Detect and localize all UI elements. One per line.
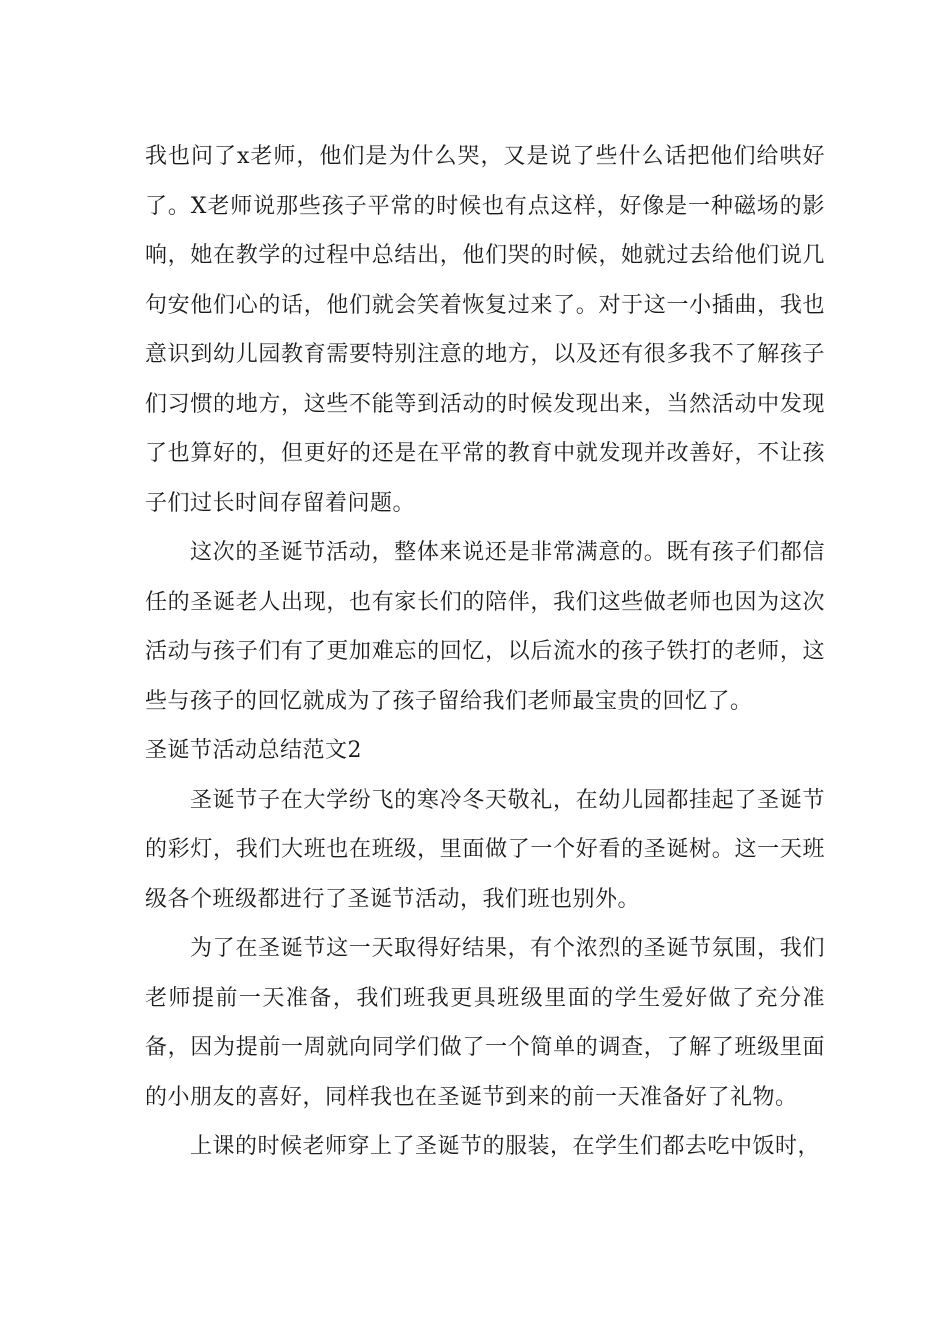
body-paragraph: 为了在圣诞节这一天取得好结果，有个浓烈的圣诞节氛围，我们老师提前一天准备，我们班我更具班级里面的学生爱好做了充分准备，因为提前一周就向同学们做了一个简单的调查，了解了班级里面的小朋友的喜好，同样我也在圣诞节到来的前一天准备好了礼物。 (145, 936, 825, 1110)
body-paragraph: 圣诞节子在大学纷飞的寒冷冬天敬礼，在幼儿园都挂起了圣诞节的彩灯，我们大班也在班级，里面做了一个好看的圣诞树。这一天班级各个班级都进行了圣诞节活动，我们班也别外。 (145, 787, 825, 912)
section-heading: 圣诞节活动总结范文2 (145, 738, 362, 763)
body-paragraph: 上课的时候老师穿上了圣诞节的服装，在学生们都去吃中饭时， (190, 1134, 821, 1159)
body-paragraph: 这次的圣诞节活动，整体来说还是非常满意的。既有孩子们都信任的圣诞老人出现，也有家长们的陪伴，我们这些做老师也因为这次活动与孩子们有了更加难忘的回忆，以后流水的孩子铁打的老师，这些与孩子的回忆就成为了孩子留给我们老师最宝贵的回忆了。 (145, 540, 825, 714)
document-body (145, 132, 825, 1172)
body-paragraph: 我也问了x老师，他们是为什么哭，又是说了些什么话把他们给哄好了。X老师说那些孩子平常的时候也有点这样，好像是一种磁场的影响，她在教学的过程中总结出，他们哭的时候，她就过去给他们说几句安他们心的话，他们就会笑着恢复过来了。对于这一小插曲，我也意识到幼儿园教育需要特别注意的地方，以及还有很多我不了解孩子们习惯的地方，这些不能等到活动的时候发现出来，当然活动中发现了也算好的，但更好的还是在平常的教育中就发现并改善好，不让孩子们过长时间存留着问题。 (145, 144, 825, 516)
